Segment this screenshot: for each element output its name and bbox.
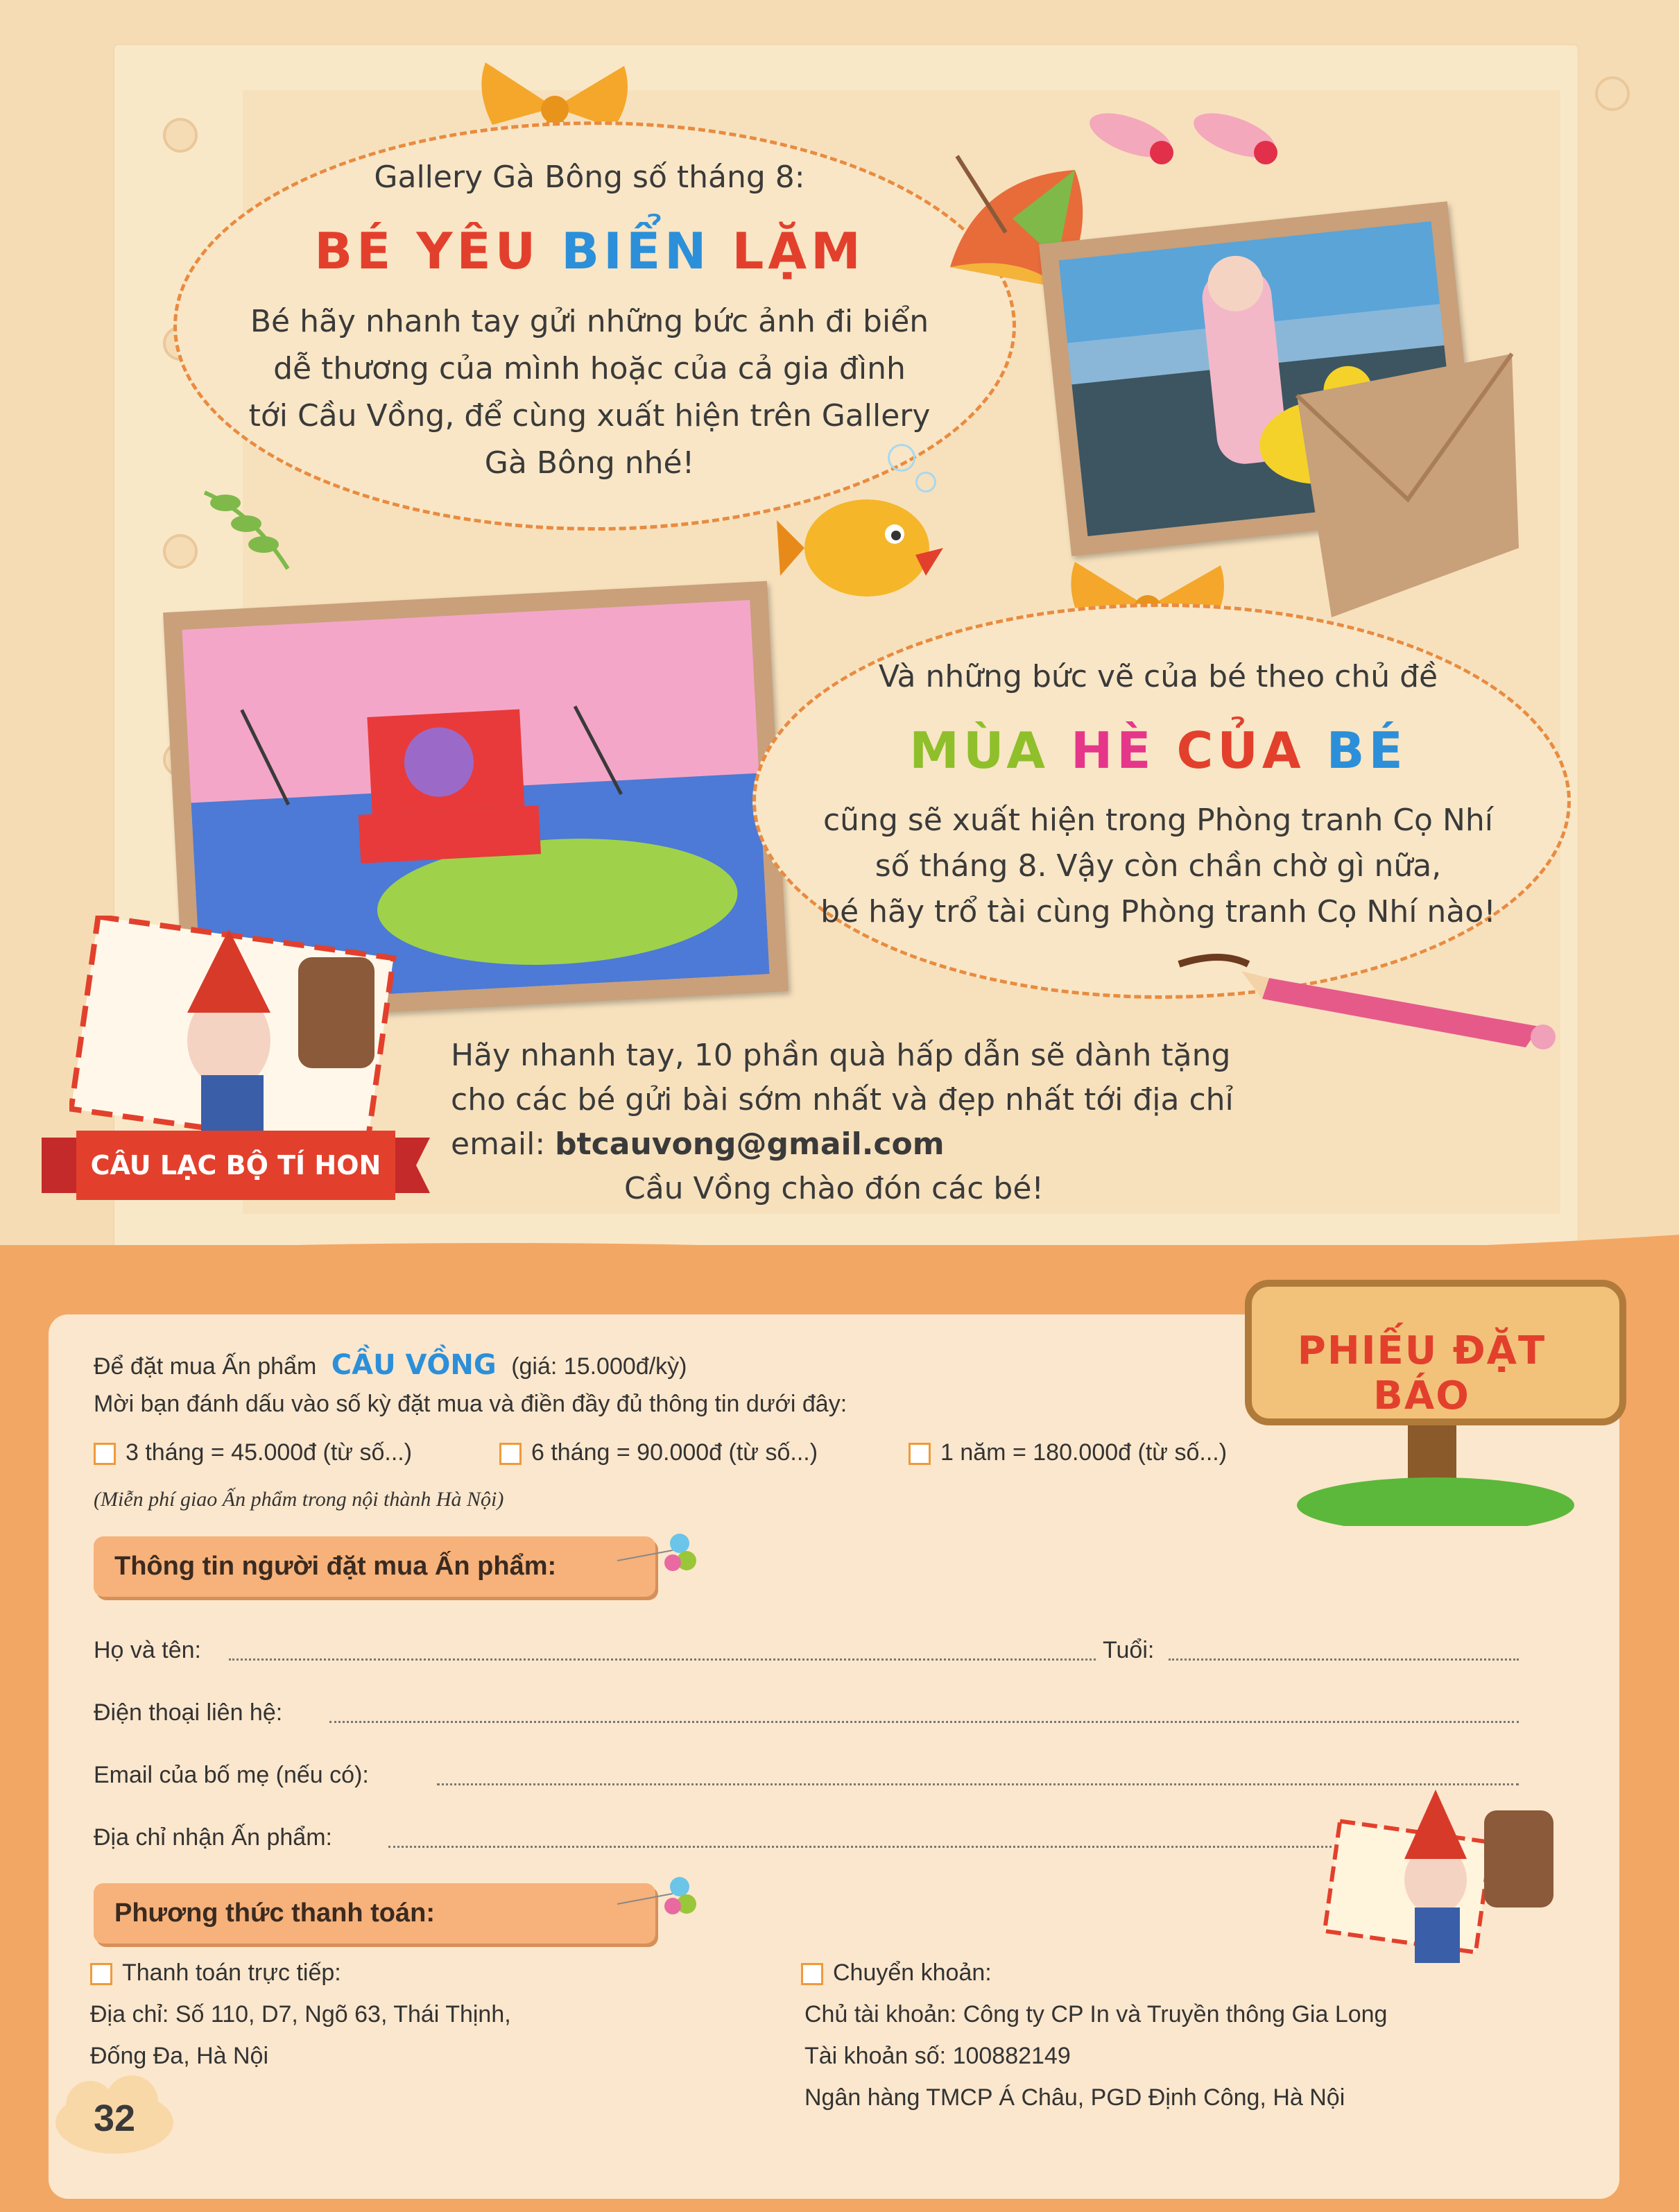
gallery-line: tới Cầu Vồng, để cùng xuất hiện trên Gallery: [248, 398, 931, 434]
name-label: Họ và tên:: [94, 1637, 201, 1663]
gallery-title-word: YÊU: [416, 222, 540, 280]
transfer-payment-label: Chuyển khoản:: [833, 1960, 992, 1986]
gallery-description: [208, 298, 971, 487]
gallery-title-word: BÉ: [314, 222, 395, 280]
gnome-mailbox-illustration: [1318, 1776, 1567, 1984]
plan-option-3m[interactable]: [94, 1439, 412, 1466]
plan-checkbox[interactable]: [499, 1443, 522, 1465]
plan-option-1y[interactable]: [909, 1439, 1227, 1466]
order-intro: [94, 1349, 687, 1381]
brand-logo: CẦU VỒNG: [331, 1349, 497, 1381]
direct-address-line: Địa chỉ: Số 110, D7, Ngõ 63, Thái Thịnh,: [90, 2001, 511, 2027]
address-label: Địa chỉ nhận Ấn phẩm:: [94, 1824, 332, 1851]
intro-prefix: Để đặt mua Ấn phẩm: [94, 1353, 317, 1380]
order-instruction: Mời bạn đánh dấu vào số kỳ đặt mua và điền đầy đủ thông tin dưới đây:: [94, 1391, 847, 1417]
email-field-label: Email của bố mẹ (nếu có):: [94, 1762, 369, 1788]
binder-ring: [163, 118, 198, 153]
balloons-icon: [617, 1873, 700, 1935]
price-text: (giá: 15.000đ/kỳ): [511, 1353, 687, 1380]
gallery-title-word: BIỂN: [561, 222, 711, 280]
plan-label: 1 năm = 180.000đ (từ số...): [940, 1439, 1228, 1466]
gallery-title: [222, 222, 957, 280]
age-label: Tuổi:: [1103, 1637, 1155, 1663]
delivery-note: (Miễn phí giao Ấn phẩm trong nội thành Hà Nội): [94, 1488, 504, 1511]
plan-option-6m[interactable]: [499, 1439, 818, 1466]
painting-title-word: MÙA: [909, 721, 1049, 780]
leaf-icon: [198, 486, 295, 576]
prize-line: Hãy nhanh tay, 10 phần quà hấp dẫn sẽ dành tặng: [451, 1038, 1231, 1073]
account-number: Tài khoản số: 100882149: [804, 2043, 1071, 2069]
order-sign-title: PHIẾU ĐẶT BÁO: [1297, 1328, 1547, 1418]
direct-address-line: Đống Đa, Hà Nội: [90, 2043, 269, 2069]
painting-intro: Và những bức vẽ của bé theo chủ đề: [878, 659, 1438, 694]
age-input[interactable]: [1169, 1654, 1519, 1661]
bubble-icon: [888, 444, 915, 472]
prize-closing: Cầu Vồng chào đón các bé!: [624, 1171, 1044, 1206]
prize-email-line: [451, 1122, 1491, 1167]
plan-label: 6 tháng = 90.000đ (từ số...): [531, 1439, 818, 1466]
plan-label: 3 tháng = 45.000đ (từ số...): [126, 1439, 413, 1466]
prize-text: [451, 1034, 1491, 1211]
buyer-info-tab: Thông tin người đặt mua Ấn phẩm:: [94, 1536, 655, 1597]
binder-ring: [163, 534, 198, 569]
payment-method-tab: Phương thức thanh toán:: [94, 1883, 655, 1944]
painting-line: số tháng 8. Vậy còn chần chờ gì nữa,: [875, 848, 1442, 884]
painting-title-word: BÉ: [1326, 721, 1407, 780]
prize-line: cho các bé gửi bài sớm nhất và đẹp nhất tới địa chỉ: [451, 1082, 1234, 1117]
address-input[interactable]: [388, 1842, 1332, 1848]
binder-ring: [1595, 76, 1630, 111]
painting-description: [777, 798, 1540, 935]
painting-line: cũng sẽ xuất hiện trong Phòng tranh Cọ Nhí: [823, 803, 1493, 838]
gallery-line: Bé hãy nhanh tay gửi những bức ảnh đi biển: [250, 304, 929, 339]
phone-label: Điện thoại liên hệ:: [94, 1699, 283, 1726]
club-banner-label: CÂU LẠC BỘ TÍ HON: [90, 1150, 381, 1181]
gallery-line: dễ thương của mình hoặc của cả gia đình: [273, 351, 906, 386]
gallery-title-word: LẶM: [732, 222, 865, 280]
bubble-icon: [915, 472, 936, 492]
direct-payment-checkbox[interactable]: [90, 1963, 112, 1985]
page-number: 32: [93, 2098, 136, 2139]
direct-payment-label: Thanh toán trực tiếp:: [122, 1960, 341, 1986]
transfer-payment-option[interactable]: [801, 1960, 992, 1987]
email-label: email:: [451, 1126, 556, 1162]
account-holder: Chủ tài khoản: Công ty CP In và Truyền thông Gia Long: [804, 2001, 1388, 2027]
painting-title: [798, 721, 1519, 780]
plan-checkbox[interactable]: [94, 1443, 116, 1465]
direct-payment-option[interactable]: [90, 1960, 341, 1987]
painting-title-word: CỦA: [1176, 721, 1305, 780]
plan-checkbox[interactable]: [909, 1443, 931, 1465]
email-link[interactable]: btcauvong@gmail.com: [555, 1126, 945, 1162]
postcard-gnome-illustration: [69, 916, 430, 1151]
sandals-icon: [1082, 104, 1290, 187]
balloons-icon: [617, 1529, 700, 1592]
transfer-payment-checkbox[interactable]: [801, 1963, 823, 1985]
painting-line: bé hãy trổ tài cùng Phòng tranh Cọ Nhí nào!: [820, 894, 1496, 929]
club-banner: [42, 1124, 430, 1207]
fish-icon: [777, 479, 957, 617]
painting-title-word: HÈ: [1071, 721, 1155, 780]
phone-input[interactable]: [329, 1717, 1519, 1723]
envelope-icon: [1276, 340, 1526, 631]
name-input[interactable]: [229, 1654, 1096, 1661]
gallery-line: Gà Bông nhé!: [484, 445, 695, 481]
bank-name: Ngân hàng TMCP Á Châu, PGD Định Công, Hà Nội: [804, 2084, 1345, 2111]
gallery-intro: Gallery Gà Bông số tháng 8:: [374, 160, 805, 195]
